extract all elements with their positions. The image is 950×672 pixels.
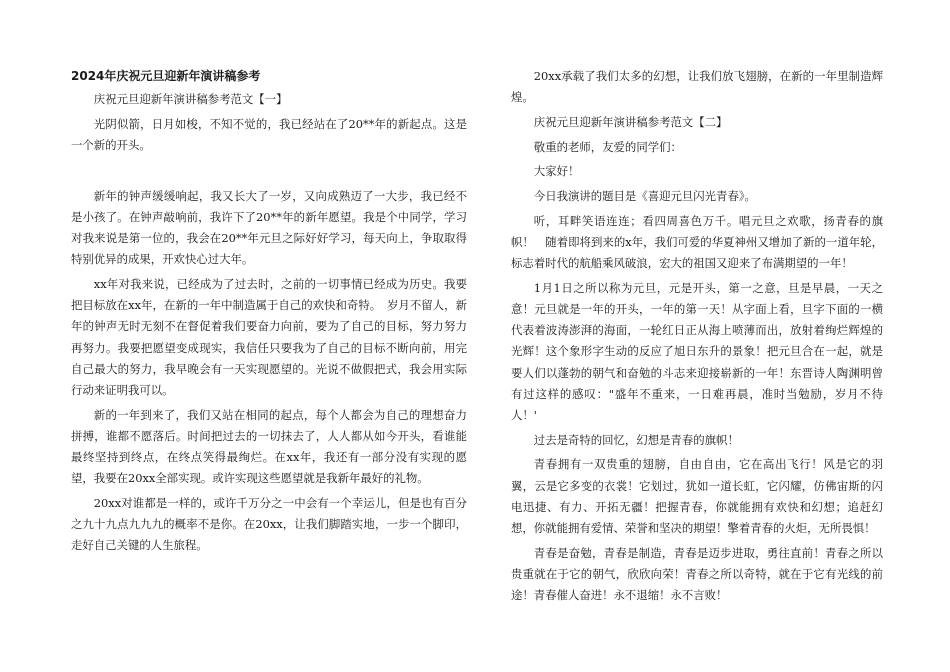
- paragraph: 过去是奇特的回忆，幻想是青春的旗帜！: [533, 432, 739, 447]
- left-column: [71, 66, 467, 560]
- paragraph: 新年的钟声缓缓响起，我又长大了一岁，又向成熟迈了一大步，我已经不是小孩了。在钟声敲响前，我许下了20**年的新年愿望。我是个中同学，学习对我来说是第一位的，我会在20**年元旦之际好好学习，每天向上，争取取得特别优异的成果，开欢快心过大年。: [71, 188, 467, 267]
- paragraph: 新的一年到来了，我们又站在相同的起点，每个人都会为自己的理想奋力拼搏，谁都不愿落后。时间把过去的一切抹去了，人人都从如今开头，看谁能最终坚持到终点，在终点笑得最绚烂。在xx年，我还有一部分没有实现的愿望，我要在20xx全部实现。或许实现这些愿望就是我新年最好的礼物。: [71, 407, 467, 486]
- paragraph: 1月1日之所以称为元旦，元是开头，第一之意，旦是早晨，一天之意！元旦就是一年的开头，一年的第一天！从字面上看，旦字下面的一横代表着波涛澎湃的海面，一轮红日正从海上喷薄而出，放射着绚烂辉煌的光辉！这个象形字生动的反应了旭日东升的景象！把元旦合在一起，就是要人们以蓬勃的朝气和奋勉的斗志来迎接崭新的一年！东晋诗人陶渊明曾有过这样的感叹："盛年不重来，一日难再晨，准时当勉励，岁月不待人！': [511, 280, 883, 423]
- section-heading-2: 庆祝元旦迎新年演讲稿参考范文【二】: [533, 114, 728, 129]
- paragraph: 20xx对谁都是一样的，或许千万分之一中会有一个幸运儿，但是也有百分之九十九点九九九的概率不是你。在20xx，让我们脚踏实地，一步一个脚印，走好自己关键的人生旅程。: [71, 495, 467, 553]
- paragraph: 光阴似箭，日月如梭，不知不觉的，我已经站在了20**年的新起点。这是一个新的开头。: [71, 116, 467, 152]
- section-heading-1: 庆祝元旦迎新年演讲稿参考范文【一】: [93, 92, 288, 106]
- paragraph: 青春是奋勉，青春是制造，青春是迈步进取，勇往直前！青春之所以贵重就在于它的朝气，欣欣向荣！青春之所以奇特，就在于它有光线的前途！青春催人奋进！永不退缩！永不言败！: [511, 545, 883, 603]
- paragraph: 听，耳畔笑语连连；看四周喜色万千。唱元旦之欢歌，扬青春的旗帜！ 随着即将到来的x年，我们可爱的华夏神州又增加了新的一道年轮，标志着时代的航船乘风破浪，宏大的祖国又迎来了布满期望的一年！: [511, 213, 883, 271]
- paragraph: 青春拥有一双贵重的翅膀，自由自由，它在高出飞行！风是它的羽翼，云是它多变的衣裳！它划过，犹如一道长虹，它闪耀，仿佛宙斯的闪电迅捷、有力、开拓无疆！把握青春，你就能拥有欢快和幻想；追赶幻想，你就能拥有爱情、荣誉和坚决的期望！擎着青春的火炬，无所畏惧！: [511, 457, 883, 536]
- blank-line: [71, 160, 467, 186]
- paragraph: 20xx承载了我们太多的幻想，让我们放飞翅膀，在新的一年里制造辉煌。: [511, 69, 883, 105]
- right-column: [511, 66, 883, 610]
- document-title: 2024年庆祝元旦迎新年演讲稿参考: [71, 69, 261, 83]
- greeting: 大家好！: [533, 164, 580, 179]
- paragraph: xx年对我来说，已经成为了过去时，之前的一切事情已经成为历史。我要把目标放在xx年，在新的一年中制造属于自己的欢快和奇特。 岁月不留人，新年的钟声无时无刻不在督促着我们要奋力向前，要为了自己的目标，努力努力再努力。我要把愿望变成现实，我信任只要我为了自己的目标不断向前，用完自己最大的努力，我早晚会有一天实现愿望的。光说不做假把式，我会用实际行动来证明我可以。: [71, 276, 467, 397]
- salutation: 敬重的老师，友爱的同学们：: [533, 139, 682, 154]
- speech-topic: 今日我演讲的题目是《喜迎元旦闪光青春》。: [533, 189, 756, 204]
